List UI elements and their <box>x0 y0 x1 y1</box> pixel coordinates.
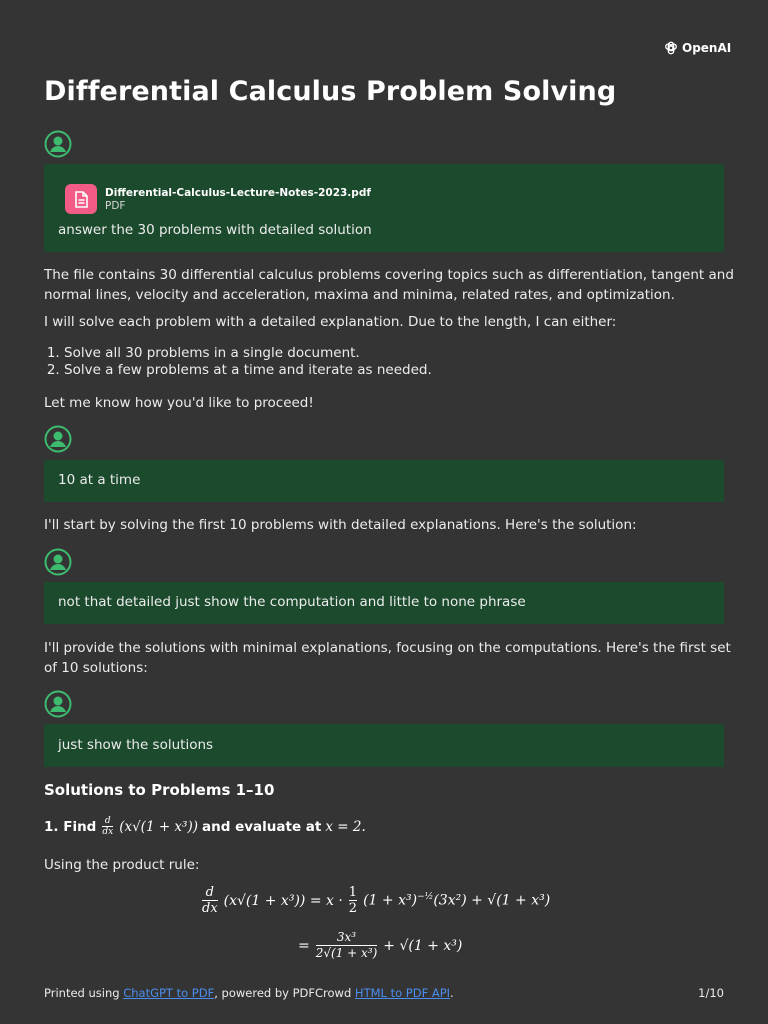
brand-logo <box>663 40 731 56</box>
chatgpt-to-pdf-link[interactable]: ChatGPT to PDF <box>123 986 215 1000</box>
page-title: Differential Calculus Problem Solving <box>44 76 617 107</box>
user-avatar <box>44 548 72 576</box>
footer-suffix: . <box>450 986 454 1000</box>
user-message-text: 10 at a time <box>58 472 141 488</box>
assistant-paragraph: I'll start by solving the first 10 problems with detailed explanations. Here's the solution: <box>44 517 637 533</box>
user-avatar <box>44 690 72 718</box>
user-message-3 <box>44 582 724 624</box>
user-message-text: answer the 30 problems with detailed solution <box>58 222 372 238</box>
equation-line-2: = $\frac{\text{3x³}}{\text{2√(1 + x³)}}$ + √(1 + x³) <box>298 930 463 960</box>
user-message-1 <box>44 164 724 252</box>
user-avatar-icon <box>44 548 72 576</box>
method-text: Using the product rule: <box>44 857 200 873</box>
user-avatar-icon <box>44 425 72 453</box>
print-footer <box>44 986 724 1000</box>
document-icon <box>74 191 89 208</box>
footer-prefix: Printed using <box>44 986 124 1000</box>
assistant-paragraph: I will solve each problem with a detailed explanation. Due to the length, I can either: <box>44 314 617 330</box>
page-number: 1/10 <box>698 986 724 1000</box>
file-icon-box <box>65 184 97 214</box>
user-message-text: just show the solutions <box>58 737 214 753</box>
list-item: 2. Solve a few problems at a time and iterate as needed. <box>64 362 724 379</box>
assistant-paragraph: Let me know how you'd like to proceed! <box>44 395 314 411</box>
user-avatar <box>44 425 72 453</box>
problem-label: 1. Find <box>44 818 97 835</box>
user-avatar <box>44 130 72 158</box>
problem-expression: (x√(1 + x³)) <box>119 818 198 835</box>
attachment-filetype: PDF <box>105 199 126 212</box>
problem-eval-point: x = 2. <box>325 818 366 835</box>
user-avatar-icon <box>44 130 72 158</box>
assistant-option-list <box>44 345 724 379</box>
assistant-paragraph: The file contains 30 differential calculus problems covering topics such as differentiation, tangent and normal lines, velocity and acceleration, maxima and minima, related rates, and optimization. <box>44 267 734 303</box>
list-item: 1. Solve all 30 problems in a single document. <box>64 345 724 362</box>
equation-line-1: $\frac{d}{dx}$ (x√(1 + x³)) = x · $\frac{1}{2}$ $(1 + x^3)^{-\frac{1}{2}}(3x^2) + √(1 + x^3)$ <box>202 885 551 916</box>
problem-1-statement <box>44 816 366 837</box>
attachment-chip[interactable] <box>65 184 371 214</box>
user-message-4 <box>44 724 724 767</box>
assistant-paragraph: I'll provide the solutions with minimal explanations, focusing on the computations. Here's the first set of 10 solutions: <box>44 640 731 676</box>
problem-evaluate-text: and evaluate at <box>202 818 322 835</box>
attachment-filename: Differential-Calculus-Lecture-Notes-2023.pdf <box>105 186 371 199</box>
openai-logo-icon <box>663 40 679 56</box>
solutions-heading: Solutions to Problems 1–10 <box>44 781 275 799</box>
footer-middle: , powered by PDFCrowd <box>214 986 355 1000</box>
user-message-text: not that detailed just show the computation and little to none phrase <box>58 594 526 610</box>
derivative-operator: $\frac{d}{dx}$ <box>102 816 114 837</box>
attachment-info <box>105 186 371 213</box>
user-message-2 <box>44 460 724 502</box>
brand-name: OpenAI <box>682 41 732 55</box>
html-to-pdf-api-link[interactable]: HTML to PDF API <box>354 986 451 1000</box>
user-avatar-icon <box>44 690 72 718</box>
